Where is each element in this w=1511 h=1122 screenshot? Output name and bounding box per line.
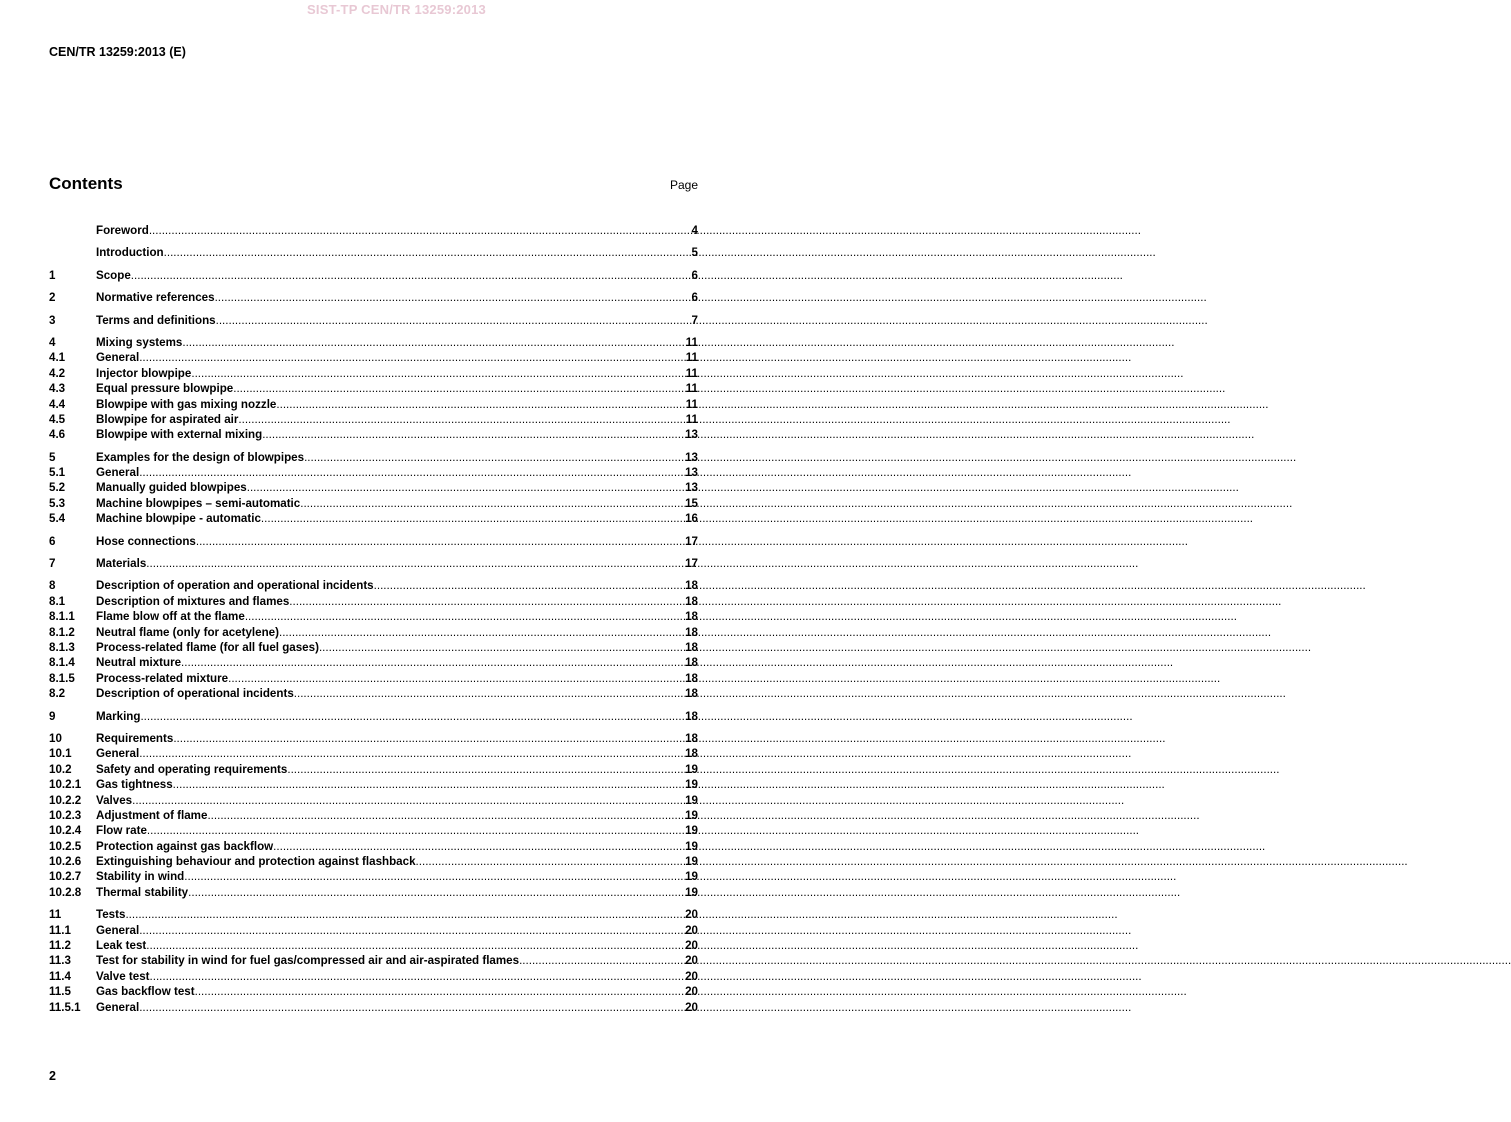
toc-entry-page: 6 <box>691 268 698 282</box>
toc-entry[interactable] <box>49 450 698 465</box>
toc-entry[interactable] <box>49 777 698 792</box>
toc-entry-number: 3 <box>49 313 56 327</box>
toc-entry-title: Process-related mixture <box>96 671 229 685</box>
toc-entry-title: Materials <box>96 557 147 571</box>
toc-entry-page: 18 <box>685 656 698 670</box>
toc-entry-number: 4.4 <box>49 397 66 411</box>
toc-entry-title: General <box>96 351 140 365</box>
toc-entry-number: 10.2.6 <box>49 855 82 869</box>
toc-entry-title: Blowpipe for aspirated air <box>96 412 239 426</box>
toc-entry-title: Adjustment of flame <box>96 808 208 822</box>
toc-entry-title: Flame blow off at the flame <box>96 610 245 624</box>
toc-entry-title: Normative references <box>96 291 215 305</box>
toc-entry-page: 17 <box>685 557 698 571</box>
toc-entry[interactable] <box>49 480 698 495</box>
toc-entry-number: 8 <box>49 579 56 593</box>
toc-dot-leader <box>276 397 684 412</box>
toc-entry[interactable] <box>49 854 698 869</box>
toc-entry-page: 15 <box>685 496 698 510</box>
toc-dot-leader <box>294 686 684 701</box>
toc-entry-page: 17 <box>685 534 698 548</box>
toc-entry[interactable] <box>49 655 698 670</box>
toc-entry-page: 11 <box>685 366 698 380</box>
toc-entry-page: 20 <box>685 923 698 937</box>
toc-entry[interactable] <box>49 223 698 238</box>
toc-entry[interactable] <box>49 671 698 686</box>
toc-entry-title: Marking <box>96 709 141 723</box>
toc-entry-page: 19 <box>685 762 698 776</box>
toc-entry-title: General <box>96 747 140 761</box>
toc-entry[interactable] <box>49 869 698 884</box>
toc-entry-number: 11.5 <box>49 985 71 999</box>
toc-entry-title: Leak test <box>96 939 147 953</box>
toc-entry-title: Description of operational incidents <box>96 687 294 701</box>
toc-entry-number: 8.1.5 <box>49 671 75 685</box>
toc-entry-title: General <box>96 1000 140 1014</box>
toc-entry-number: 10.2.2 <box>49 793 82 807</box>
toc-group <box>49 290 698 305</box>
toc-entry-page: 18 <box>685 640 698 654</box>
toc-entry-page: 19 <box>685 778 698 792</box>
toc-entry[interactable] <box>49 625 698 640</box>
toc-dot-leader <box>131 268 691 283</box>
toc-entry-title: Test for stability in wind for fuel gas/compressed air and air-aspirated flames <box>96 954 520 968</box>
toc-dot-leader <box>132 793 684 808</box>
toc-group <box>49 731 698 900</box>
toc-entry-page: 18 <box>685 579 698 593</box>
toc-entry-number: 8.1.3 <box>49 640 75 654</box>
toc-entry-page: 19 <box>685 793 698 807</box>
toc-entry-number: 4.6 <box>49 428 66 442</box>
toc-entry-title: Flow rate <box>96 824 147 838</box>
toc-entry-number: 11.1 <box>49 923 71 937</box>
toc-group <box>49 450 698 527</box>
toc-group <box>49 245 698 260</box>
toc-entry-number: 7 <box>49 557 56 571</box>
toc-entry-number: 4 <box>49 335 56 349</box>
toc-dot-leader <box>182 335 684 350</box>
toc-entry-title: Gas tightness <box>96 778 173 792</box>
toc-entry-number: 8.1.4 <box>49 656 75 670</box>
toc-entry[interactable] <box>49 808 698 823</box>
toc-entry-title: Machine blowpipes – semi-automatic <box>96 496 301 510</box>
toc-entry-page: 18 <box>685 747 698 761</box>
toc-entry-page: 20 <box>685 1000 698 1014</box>
toc-entry[interactable] <box>49 640 698 655</box>
toc-dot-leader <box>173 777 684 792</box>
toc-dot-leader <box>164 245 691 260</box>
toc-entry-page: 19 <box>685 855 698 869</box>
toc-dot-leader <box>304 450 684 465</box>
toc-entry-page: 19 <box>685 808 698 822</box>
toc-entry-title: Scope <box>96 268 131 282</box>
toc-entry[interactable] <box>49 823 698 838</box>
toc-group <box>49 556 698 571</box>
toc-entry[interactable] <box>49 686 698 701</box>
toc-entry[interactable] <box>49 578 698 593</box>
toc-entry-number: 10.2.3 <box>49 808 82 822</box>
toc-entry[interactable] <box>49 907 698 922</box>
toc-entry-title: Neutral mixture <box>96 656 182 670</box>
toc-entry-number: 10 <box>49 731 62 745</box>
toc-entry-page: 20 <box>685 939 698 953</box>
toc-entry[interactable] <box>49 923 698 938</box>
toc-entry-page: 18 <box>685 709 698 723</box>
toc-dot-leader <box>149 223 691 238</box>
toc-entry-number: 11.2 <box>49 939 71 953</box>
toc-entry-number: 11 <box>49 908 62 922</box>
toc-entry-title: Process-related flame (for all fuel gases) <box>96 640 319 654</box>
toc-entry-page: 6 <box>691 291 698 305</box>
toc-entry-page: 18 <box>685 610 698 624</box>
toc-dot-leader <box>273 839 684 854</box>
toc-dot-leader <box>188 885 684 900</box>
page-number: 2 <box>49 1069 56 1083</box>
toc-entry[interactable] <box>49 350 698 365</box>
toc-entry-number: 1 <box>49 268 56 282</box>
table-of-contents <box>49 223 698 1022</box>
toc-entry-title: Foreword <box>96 224 149 237</box>
toc-entry[interactable] <box>49 511 698 526</box>
toc-entry-page: 11 <box>685 351 698 365</box>
toc-entry-number: 10.2.7 <box>49 870 82 884</box>
toc-entry-number: 10.2.5 <box>49 839 82 853</box>
toc-entry-number: 10.1 <box>49 747 72 761</box>
toc-entry[interactable] <box>49 534 698 549</box>
toc-entry-title: Safety and operating requirements <box>96 762 288 776</box>
watermark: SIST-TP CEN/TR 13259:2013 <box>307 2 486 17</box>
toc-entry-title: Equal pressure blowpipe <box>96 382 234 396</box>
toc-entry-page: 19 <box>685 870 698 884</box>
toc-entry-number: 10.2.8 <box>49 885 82 899</box>
toc-entry-number: 4.5 <box>49 412 66 426</box>
toc-entry-number: 10.2 <box>49 762 72 776</box>
toc-dot-leader <box>146 938 684 953</box>
page-column-label: Page <box>669 178 698 192</box>
toc-entry-page: 20 <box>685 908 698 922</box>
toc-entry-page: 19 <box>685 885 698 899</box>
toc-entry-page: 19 <box>685 839 698 853</box>
toc-entry-page: 11 <box>685 382 698 396</box>
toc-dot-leader <box>173 731 684 746</box>
toc-entry-number: 9 <box>49 709 56 723</box>
toc-entry[interactable] <box>49 885 698 900</box>
toc-entry-page: 11 <box>685 397 698 411</box>
toc-dot-leader <box>238 412 684 427</box>
toc-entry[interactable] <box>49 245 698 260</box>
toc-dot-leader <box>139 350 685 365</box>
toc-entry[interactable] <box>49 397 698 412</box>
toc-dot-leader <box>139 465 684 480</box>
toc-entry-page: 19 <box>685 824 698 838</box>
toc-group <box>49 268 698 283</box>
toc-entry-page: 16 <box>685 512 698 526</box>
toc-dot-leader <box>125 907 684 922</box>
toc-entry-page: 20 <box>685 985 698 999</box>
toc-entry-title: Machine blowpipe - automatic <box>96 512 261 526</box>
toc-entry-number: 8.1.1 <box>49 610 75 624</box>
toc-dot-leader <box>147 823 684 838</box>
toc-dot-leader <box>140 709 684 724</box>
toc-entry[interactable] <box>49 709 698 724</box>
toc-entry-number: 5.3 <box>49 496 66 510</box>
toc-entry[interactable] <box>49 762 698 777</box>
toc-group <box>49 578 698 701</box>
toc-entry[interactable] <box>49 381 698 396</box>
toc-entry-number: 8.2 <box>49 687 66 701</box>
toc-entry-page: 20 <box>685 954 698 968</box>
toc-dot-leader <box>300 496 684 511</box>
toc-entry-title: Injector blowpipe <box>96 366 192 380</box>
toc-dot-leader <box>195 984 685 999</box>
toc-entry[interactable] <box>49 268 698 283</box>
toc-entry-page: 13 <box>685 450 698 464</box>
toc-entry-title: General <box>96 923 140 937</box>
toc-dot-leader <box>247 480 684 495</box>
toc-entry-title: Valve test <box>96 969 150 983</box>
toc-group <box>49 335 698 443</box>
toc-entry[interactable] <box>49 1000 698 1015</box>
toc-entry[interactable] <box>49 731 698 746</box>
toc-entry-page: 18 <box>685 671 698 685</box>
toc-entry-number: 5 <box>49 450 56 464</box>
toc-entry-title: Thermal stability <box>96 885 189 899</box>
toc-entry-number: 5.4 <box>49 512 66 526</box>
toc-entry-page: 18 <box>685 731 698 745</box>
toc-dot-leader <box>245 609 684 624</box>
toc-entry-page: 13 <box>685 466 698 480</box>
toc-entry[interactable] <box>49 839 698 854</box>
toc-entry-number: 2 <box>49 291 56 305</box>
toc-entry-page: 11 <box>685 412 698 426</box>
toc-entry-title: Terms and definitions <box>96 313 216 327</box>
toc-entry-page: 18 <box>685 625 698 639</box>
toc-entry[interactable] <box>49 609 698 624</box>
toc-entry-number: 11.3 <box>49 954 71 968</box>
toc-dot-leader <box>139 1000 684 1015</box>
toc-entry-page: 18 <box>685 594 698 608</box>
toc-entry-title: Blowpipe with gas mixing nozzle <box>96 397 277 411</box>
toc-entry-page: 13 <box>685 481 698 495</box>
toc-entry-title: Neutral flame (only for acetylene) <box>96 625 279 639</box>
toc-entry-title: Protection against gas backflow <box>96 839 274 853</box>
toc-dot-leader <box>191 366 684 381</box>
toc-dot-leader <box>519 953 684 968</box>
toc-dot-leader <box>181 655 684 670</box>
toc-entry[interactable] <box>49 412 698 427</box>
toc-entry[interactable] <box>49 793 698 808</box>
toc-dot-leader <box>287 762 684 777</box>
toc-entry[interactable] <box>49 953 698 968</box>
toc-entry-number: 8.1.2 <box>49 625 75 639</box>
toc-dot-leader <box>216 313 691 328</box>
toc-entry-number: 5.1 <box>49 466 66 480</box>
toc-entry[interactable] <box>49 594 698 609</box>
toc-entry-number: 4.2 <box>49 366 66 380</box>
toc-entry-number: 11.5.1 <box>49 1000 81 1014</box>
toc-dot-leader <box>416 854 685 869</box>
toc-entry-number: 10.2.4 <box>49 824 82 838</box>
toc-entry[interactable] <box>49 313 698 328</box>
toc-entry-page: 4 <box>691 224 698 237</box>
toc-group <box>49 709 698 724</box>
toc-entry-number: 4.3 <box>49 382 66 396</box>
toc-group <box>49 534 698 549</box>
toc-entry-number: 11.4 <box>49 969 71 983</box>
toc-entry-number: 6 <box>49 534 56 548</box>
toc-group <box>49 313 698 328</box>
toc-entry-title: Hose connections <box>96 534 196 548</box>
toc-entry-number: 8.1 <box>49 594 66 608</box>
toc-entry[interactable] <box>49 969 698 984</box>
toc-entry-title: Examples for the design of blowpipes <box>96 450 305 464</box>
toc-dot-leader <box>184 869 684 884</box>
toc-entry-title: Introduction <box>96 246 164 260</box>
toc-entry[interactable] <box>49 465 698 480</box>
toc-dot-leader <box>279 625 684 640</box>
toc-entry-title: Valves <box>96 793 133 807</box>
toc-dot-leader <box>289 594 684 609</box>
toc-entry-title: Tests <box>96 908 126 922</box>
toc-entry-number: 4.1 <box>49 351 66 365</box>
toc-entry[interactable] <box>49 938 698 953</box>
toc-entry-title: Extinguishing behaviour and protection against flashback <box>96 855 416 869</box>
toc-dot-leader <box>261 511 684 526</box>
toc-dot-leader <box>150 969 685 984</box>
toc-group <box>49 907 698 1015</box>
toc-entry-number: 5.2 <box>49 481 66 495</box>
toc-entry-title: Gas backflow test <box>96 985 195 999</box>
toc-entry[interactable] <box>49 746 698 761</box>
toc-entry[interactable] <box>49 366 698 381</box>
toc-dot-leader <box>207 808 684 823</box>
document-id: CEN/TR 13259:2013 (E) <box>49 45 186 59</box>
toc-entry[interactable] <box>49 984 698 999</box>
toc-entry-title: Mixing systems <box>96 335 183 349</box>
toc-entry-title: Manually guided blowpipes <box>96 481 247 495</box>
toc-entry-title: Stability in wind <box>96 870 185 884</box>
toc-dot-leader <box>196 534 684 549</box>
toc-group <box>49 223 698 238</box>
toc-entry-page: 13 <box>685 428 698 442</box>
toc-dot-leader <box>139 746 684 761</box>
toc-dot-leader <box>319 640 684 655</box>
toc-entry-title: Requirements <box>96 731 174 745</box>
toc-entry[interactable] <box>49 427 698 442</box>
toc-entry[interactable] <box>49 556 698 571</box>
toc-entry[interactable] <box>49 496 698 511</box>
toc-entry-page: 18 <box>685 687 698 701</box>
toc-dot-leader <box>374 578 684 593</box>
toc-entry-page: 7 <box>691 313 698 327</box>
toc-dot-leader <box>262 427 684 442</box>
contents-title: Contents <box>49 174 123 193</box>
toc-dot-leader <box>139 923 684 938</box>
toc-entry-title: Description of operation and operational incidents <box>96 579 374 593</box>
toc-entry-title: Description of mixtures and flames <box>96 594 290 608</box>
toc-entry[interactable] <box>49 290 698 305</box>
toc-entry-page: 20 <box>685 969 698 983</box>
toc-entry-page: 5 <box>691 246 698 260</box>
toc-dot-leader <box>228 671 684 686</box>
toc-entry-page: 11 <box>685 335 698 349</box>
toc-entry-title: Blowpipe with external mixing <box>96 428 263 442</box>
toc-dot-leader <box>146 556 684 571</box>
toc-dot-leader <box>233 381 685 396</box>
toc-entry-title: General <box>96 466 140 480</box>
toc-entry-number: 10.2.1 <box>49 778 82 792</box>
toc-entry[interactable] <box>49 335 698 350</box>
toc-dot-leader <box>215 290 691 305</box>
